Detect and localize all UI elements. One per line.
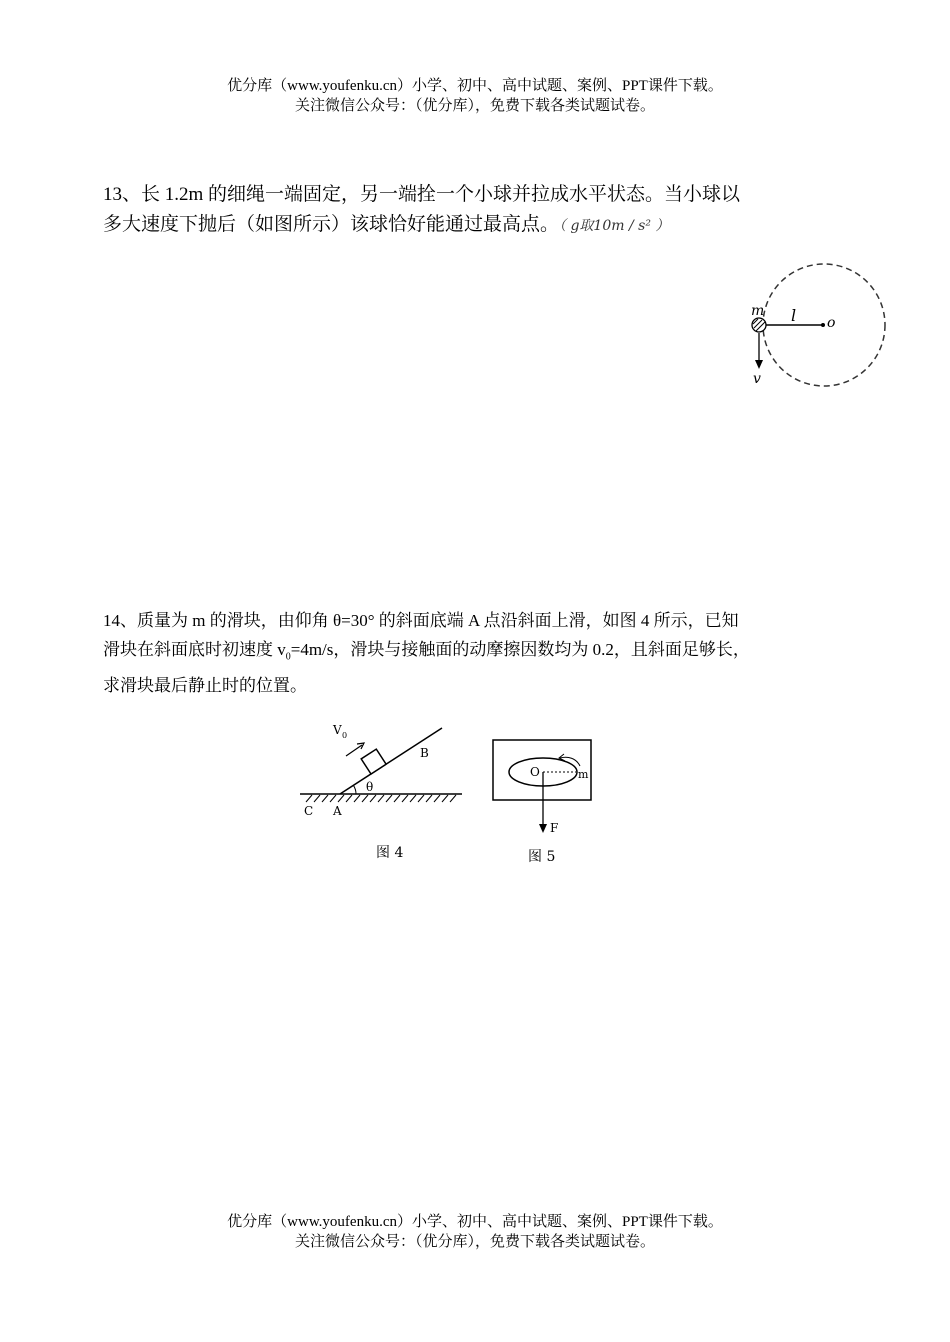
header-line-1: 优分库（www.youfenku.cn）小学、初中、高中试题、案例、PPT课件下载。: [227, 78, 723, 94]
page-footer: [0, 1212, 950, 1252]
v0-label: V: [333, 723, 342, 737]
q14-v0-subscript: 0: [285, 651, 291, 663]
f-label: F: [550, 821, 559, 835]
q14-line-1: 14、质量为 m 的滑块，由仰角 θ=30° 的斜面底端 A 点沿斜面上滑，如图 4 所示，已知: [103, 611, 739, 630]
mass-label: m: [751, 303, 765, 319]
ground-hatching: [306, 795, 456, 802]
q13-line-2-text: 多大速度下抛后（如图所示）该球恰好能通过最高点。: [103, 214, 560, 235]
q13-line-1: 13、长 1.2m 的细绳一端固定，另一端拴一个小球并拉成水平状态。当小球以: [103, 184, 741, 205]
length-label: l: [791, 306, 797, 325]
theta-label: θ: [366, 780, 374, 794]
q14-line-2-b: =4m/s，滑块与接触面的动摩擦因数均为 0.2，且斜面足够长，: [290, 640, 750, 659]
figure-13-circle-diagram: [745, 262, 890, 392]
page-header: [0, 76, 950, 116]
q13-line-2: [103, 210, 863, 241]
v0-label-subscript: 0: [342, 731, 348, 740]
figure-4-caption: 图 4: [376, 845, 404, 861]
v0-arrow: [346, 745, 362, 756]
o-label: O: [530, 765, 540, 779]
ball: [752, 318, 766, 332]
question-13: [103, 180, 863, 241]
velocity-label: v: [753, 371, 761, 387]
force-arrowhead: [539, 824, 547, 833]
footer-line-2: 关注微信公众号：（优分库），免费下载各类试题试卷。: [294, 1234, 655, 1250]
b-label: B: [420, 746, 429, 760]
velocity-arrowhead: [755, 360, 763, 369]
c-label: C: [304, 804, 314, 818]
center-label: o: [827, 315, 836, 331]
center-point: [821, 323, 825, 327]
q14-line-3: 求滑块最后静止时的位置。: [103, 676, 307, 696]
angle-arc: [353, 785, 356, 794]
m-label: m: [578, 768, 589, 781]
question-14: [103, 606, 863, 700]
slider-block: [361, 749, 386, 774]
figure-5-caption: 图 5: [528, 849, 556, 865]
figure-5-diagram: [488, 732, 598, 872]
q13-given-g: （ g取10m / s² ）: [559, 218, 670, 234]
a-label: A: [333, 804, 342, 818]
header-line-2: 关注微信公众号：（优分库），免费下载各类试题试卷。: [294, 98, 655, 114]
q14-line-2-a: 滑块在斜面底时初速度 v: [103, 640, 286, 659]
figure-4-incline: [296, 712, 471, 872]
q14-line-2: [103, 635, 863, 671]
incline-line: [340, 728, 442, 794]
footer-line-1: 优分库（www.youfenku.cn）小学、初中、高中试题、案例、PPT课件下载。: [227, 1214, 723, 1230]
